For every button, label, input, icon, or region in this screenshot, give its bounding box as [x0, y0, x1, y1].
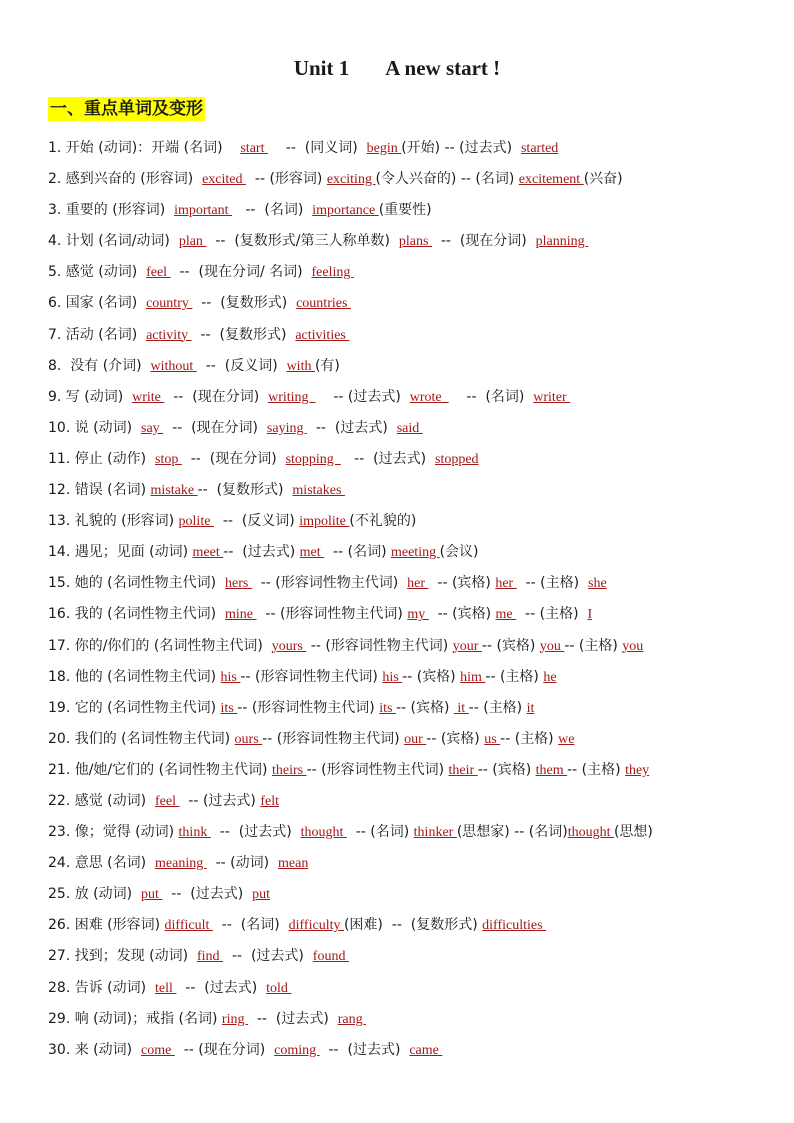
- vocab-row: [48, 166, 768, 197]
- prompt-text: -- (复数形式): [192, 295, 297, 312]
- prompt-text: 2. 感到兴奋的 (形容词): [48, 171, 203, 188]
- answer-word: its: [379, 700, 396, 716]
- answer-word: countries: [296, 296, 351, 312]
- prompt-text: -- (形容词性物主代词): [256, 606, 408, 623]
- prompt-text: 1. 开始 (动词)：开端 (名词): [48, 140, 241, 156]
- prompt-text: 15. 她的 (名词性物主代词): [48, 575, 225, 592]
- answer-word: our: [404, 731, 427, 747]
- vocab-row: [48, 508, 768, 539]
- answer-word: exciting: [326, 172, 376, 188]
- prompt-text: 25. 放 (动词): [48, 886, 141, 903]
- prompt-text: 20. 我们的 (名词性物主代词): [48, 730, 235, 747]
- vocab-row: [48, 726, 768, 757]
- prompt-text: 10. 说 (动词): [48, 419, 141, 436]
- answer-word: he: [543, 669, 557, 685]
- answer-word: we: [558, 731, 575, 747]
- answer-word: said: [396, 420, 423, 436]
- prompt-text: 11. 停止 (动作): [48, 450, 155, 467]
- answer-word: ours: [234, 731, 263, 747]
- answer-word: without: [150, 358, 197, 374]
- answer-word: your: [452, 638, 482, 654]
- prompt-text: -- (名词): [324, 544, 391, 561]
- prompt-text: -- (同义词): [267, 140, 367, 156]
- answer-word: their: [448, 762, 478, 778]
- prompt-text: -- (过去式): [223, 948, 313, 965]
- prompt-text: 22. 感觉 (动词): [48, 792, 155, 809]
- prompt-text: -- (现在分词): [163, 419, 267, 436]
- prompt-text: -- (过去式): [319, 1041, 410, 1058]
- prompt-text: 21. 他/她/它们的 (名词性物主代词): [48, 761, 272, 778]
- prompt-text: 8. 没有 (介词): [48, 357, 151, 374]
- answer-word: mean: [278, 856, 309, 872]
- prompt-text: -- (形容词性物主代词): [237, 699, 380, 716]
- vocab-row: [48, 415, 768, 446]
- answer-word: with: [286, 358, 315, 374]
- answer-word: meet: [192, 545, 224, 561]
- prompt-text: 14. 遇见；见面 (动词): [48, 544, 193, 561]
- prompt-text: -- (形容词性物主代词): [306, 761, 449, 778]
- section-heading: 一、重点单词及变形: [50, 99, 203, 119]
- vocab-row: [48, 353, 768, 384]
- prompt-text: -- (形容词性物主代词): [306, 637, 453, 654]
- vocab-row: [48, 446, 768, 477]
- prompt-text: -- (复数形式/第三人称单数): [206, 233, 399, 250]
- prompt-text: -- (宾格): [428, 606, 496, 623]
- vocab-row: [48, 290, 768, 321]
- prompt-text: -- (反义词): [213, 513, 300, 530]
- answer-word: thought: [567, 825, 614, 841]
- prompt-text: -- (形容词性物主代词): [240, 668, 383, 685]
- answer-word: feeling: [311, 265, 354, 281]
- answer-word: difficulties: [482, 918, 547, 934]
- prompt-text: 27. 找到；发现 (动词): [48, 948, 197, 965]
- vocab-row: [48, 477, 768, 508]
- prompt-text: (开始) -- (过去式): [401, 140, 521, 156]
- vocab-row: [48, 570, 768, 601]
- prompt-text: 29. 响 (动词)；戒指 (名词): [48, 1010, 222, 1027]
- prompt-text: 7. 活动 (名词): [48, 326, 147, 343]
- answer-word: writing: [268, 389, 316, 405]
- answer-word: stopping: [285, 451, 341, 467]
- prompt-text: -- (过去式): [162, 886, 253, 903]
- prompt-text: 6. 国家 (名词): [48, 295, 147, 312]
- answer-word: its: [220, 700, 238, 716]
- prompt-text: -- (现在分词): [174, 1041, 275, 1058]
- answer-word: rang: [337, 1011, 367, 1027]
- answer-word: start: [240, 141, 268, 156]
- answer-word: wrote: [409, 389, 449, 405]
- prompt-text: -- (主格): [500, 730, 559, 747]
- vocab-row: [48, 601, 768, 632]
- vocab-row: [48, 1006, 768, 1037]
- answer-word: thinker: [413, 825, 457, 841]
- answer-word: theirs: [271, 762, 307, 778]
- vocab-row: [48, 757, 768, 788]
- prompt-text: -- (主格): [485, 668, 544, 685]
- answer-word: she: [588, 576, 607, 592]
- vocab-row: [48, 850, 768, 881]
- prompt-text: -- (名词): [346, 824, 414, 841]
- answer-word: mine: [225, 607, 257, 623]
- prompt-text: -- (主格): [567, 761, 626, 778]
- vocab-row: [48, 664, 768, 695]
- prompt-text: -- (名词): [232, 202, 313, 219]
- answer-word: her: [407, 576, 429, 592]
- answer-word: importance: [312, 203, 379, 219]
- answer-word: plans: [398, 234, 432, 250]
- answer-word: her: [495, 576, 517, 592]
- prompt-text: -- (现在分词/ 名词): [170, 264, 312, 281]
- prompt-text: -- (动词): [206, 855, 278, 872]
- prompt-text: -- (名词): [212, 917, 289, 934]
- prompt-text: -- (过去式): [306, 419, 397, 436]
- prompt-text: -- (形容词性物主代词): [262, 730, 405, 747]
- answer-word: you: [539, 638, 565, 654]
- prompt-text: 28. 告诉 (动词): [48, 979, 155, 996]
- prompt-text: -- (现在分词): [164, 388, 269, 405]
- prompt-text: -- (过去式): [223, 544, 300, 561]
- answer-word: activities: [295, 327, 350, 343]
- vocab-row: [48, 259, 768, 290]
- prompt-text: (兴奋): [583, 171, 623, 188]
- vocab-row: [48, 975, 768, 1006]
- answer-word: found: [312, 949, 349, 965]
- unit-label: Unit 1: [293, 56, 350, 80]
- prompt-text: 17. 你的/你们的 (名词性物主代词): [48, 637, 272, 654]
- answer-word: it: [526, 700, 535, 716]
- answer-word: meaning: [155, 856, 207, 872]
- prompt-text: 24. 意思 (名词): [48, 855, 155, 872]
- vocab-row: [48, 912, 768, 943]
- answer-word: put: [141, 887, 163, 903]
- prompt-text: -- (主格): [564, 637, 623, 654]
- prompt-text: 4. 计划 (名词/动词): [48, 233, 179, 250]
- answer-word: saying: [266, 420, 307, 436]
- prompt-text: -- (形容词): [246, 171, 327, 188]
- answer-word: important: [174, 203, 233, 219]
- vocab-row: [48, 322, 768, 353]
- answer-word: say: [141, 420, 164, 436]
- prompt-text: 18. 他的 (名词性物主代词): [48, 668, 221, 685]
- prompt-text: -- (宾格): [477, 761, 536, 778]
- answer-word: me: [495, 607, 517, 623]
- prompt-text: -- (过去式): [247, 1010, 338, 1027]
- answer-word: I: [587, 607, 593, 623]
- answer-word: find: [197, 949, 224, 965]
- answer-word: difficulty: [288, 918, 344, 934]
- answer-word: activity: [146, 327, 192, 343]
- answer-word: met: [299, 545, 325, 561]
- prompt-text: 19. 它的 (名词性物主代词): [48, 699, 221, 716]
- prompt-text: -- (名词): [448, 388, 534, 405]
- prompt-text: (重要性): [378, 202, 432, 219]
- answer-word: mistake: [150, 483, 198, 499]
- answer-word: mistakes: [292, 483, 345, 499]
- answer-word: it: [453, 700, 469, 716]
- answer-word: come: [141, 1042, 175, 1058]
- answer-word: his: [220, 669, 241, 685]
- prompt-text: -- (复数形式): [191, 326, 296, 343]
- answer-word: thought: [300, 825, 347, 841]
- answer-word: came: [409, 1042, 443, 1058]
- answer-word: meeting: [390, 545, 440, 561]
- prompt-text: (困难) -- (复数形式): [343, 917, 483, 934]
- answer-word: write: [132, 389, 165, 405]
- prompt-text: -- (宾格): [428, 575, 496, 592]
- prompt-text: (有): [314, 357, 340, 374]
- answer-word: hers: [225, 576, 252, 592]
- vocab-row: [48, 197, 768, 228]
- page-title: [0, 56, 794, 81]
- vocab-row: [48, 228, 768, 259]
- prompt-text: -- (宾格): [426, 730, 485, 747]
- answer-word: started: [520, 141, 559, 156]
- answer-word: plan: [178, 234, 207, 250]
- answer-word: country: [146, 296, 193, 312]
- answer-word: my: [407, 607, 429, 623]
- answer-word: they: [625, 762, 650, 778]
- answer-word: tell: [155, 980, 177, 996]
- prompt-text: (会议): [439, 544, 479, 561]
- prompt-text: -- (过去式): [315, 388, 410, 405]
- vocab-row: [48, 539, 768, 570]
- vocab-row: [48, 695, 768, 726]
- answer-word: felt: [260, 793, 279, 809]
- vocab-row: [48, 943, 768, 974]
- answer-word: us: [484, 731, 501, 747]
- prompt-text: -- (现在分词): [181, 450, 286, 467]
- prompt-text: 13. 礼貌的 (形容词): [48, 513, 179, 530]
- vocab-row: [48, 135, 768, 166]
- prompt-text: 23. 像；觉得 (动词): [48, 824, 179, 841]
- answer-word: feel: [155, 793, 180, 809]
- vocab-row: [48, 819, 768, 850]
- prompt-text: 26. 困难 (形容词): [48, 917, 165, 934]
- answer-word: him: [460, 669, 486, 685]
- answer-word: his: [382, 669, 403, 685]
- answer-word: feel: [146, 265, 171, 281]
- vocab-row: [48, 633, 768, 664]
- prompt-text: -- (主格): [516, 606, 588, 623]
- answer-word: stop: [155, 451, 182, 467]
- answer-word: told: [266, 980, 292, 996]
- prompt-text: 9. 写 (动词): [48, 388, 133, 405]
- answer-word: difficult: [164, 918, 213, 934]
- prompt-text: -- (复数形式): [197, 482, 293, 499]
- answer-word: coming: [274, 1042, 320, 1058]
- answer-word: polite: [178, 514, 214, 530]
- unit-name: A new start !: [385, 56, 501, 80]
- prompt-text: -- (宾格): [402, 668, 461, 685]
- prompt-text: -- (反义词): [196, 357, 287, 374]
- answer-word: excitement: [518, 172, 584, 188]
- prompt-text: 12. 错误 (名词): [48, 482, 151, 499]
- answer-word: ring: [221, 1011, 248, 1027]
- prompt-text: -- (主格): [516, 575, 588, 592]
- prompt-text: 16. 我的 (名词性物主代词): [48, 606, 225, 623]
- vocab-row: [48, 881, 768, 912]
- vocabulary-list: [48, 135, 768, 1068]
- answer-word: excited: [202, 172, 247, 188]
- prompt-text: (不礼貌的): [349, 513, 417, 530]
- vocab-row: [48, 788, 768, 819]
- answer-word: you: [622, 638, 644, 654]
- answer-word: stopped: [435, 451, 479, 467]
- answer-word: them: [535, 762, 568, 778]
- prompt-text: -- (过去式): [179, 792, 261, 809]
- vocab-row: [48, 384, 768, 415]
- answer-word: writer: [533, 389, 571, 405]
- prompt-text: 5. 感觉 (动词): [48, 264, 147, 281]
- prompt-text: -- (过去式): [340, 450, 435, 467]
- prompt-text: -- (现在分词): [431, 233, 536, 250]
- answer-word: planning: [535, 234, 589, 250]
- prompt-text: (令人兴奋的) -- (名词): [375, 171, 519, 188]
- prompt-text: -- (过去式): [210, 824, 301, 841]
- prompt-text: -- (宾格): [481, 637, 540, 654]
- prompt-text: 30. 来 (动词): [48, 1041, 141, 1058]
- answer-word: yours: [271, 638, 307, 654]
- prompt-text: -- (宾格): [395, 699, 454, 716]
- prompt-text: (思想家) -- (名词): [456, 824, 568, 841]
- answer-word: impolite: [299, 514, 350, 530]
- vocab-row: [48, 1037, 768, 1068]
- answer-word: put: [252, 887, 271, 903]
- answer-word: think: [178, 825, 211, 841]
- prompt-text: -- (主格): [468, 699, 527, 716]
- prompt-text: -- (过去式): [176, 979, 267, 996]
- prompt-text: 3. 重要的 (形容词): [48, 202, 175, 219]
- prompt-text: (思想): [613, 824, 653, 841]
- answer-word: begin: [366, 141, 402, 156]
- prompt-text: -- (形容词性物主代词): [251, 575, 408, 592]
